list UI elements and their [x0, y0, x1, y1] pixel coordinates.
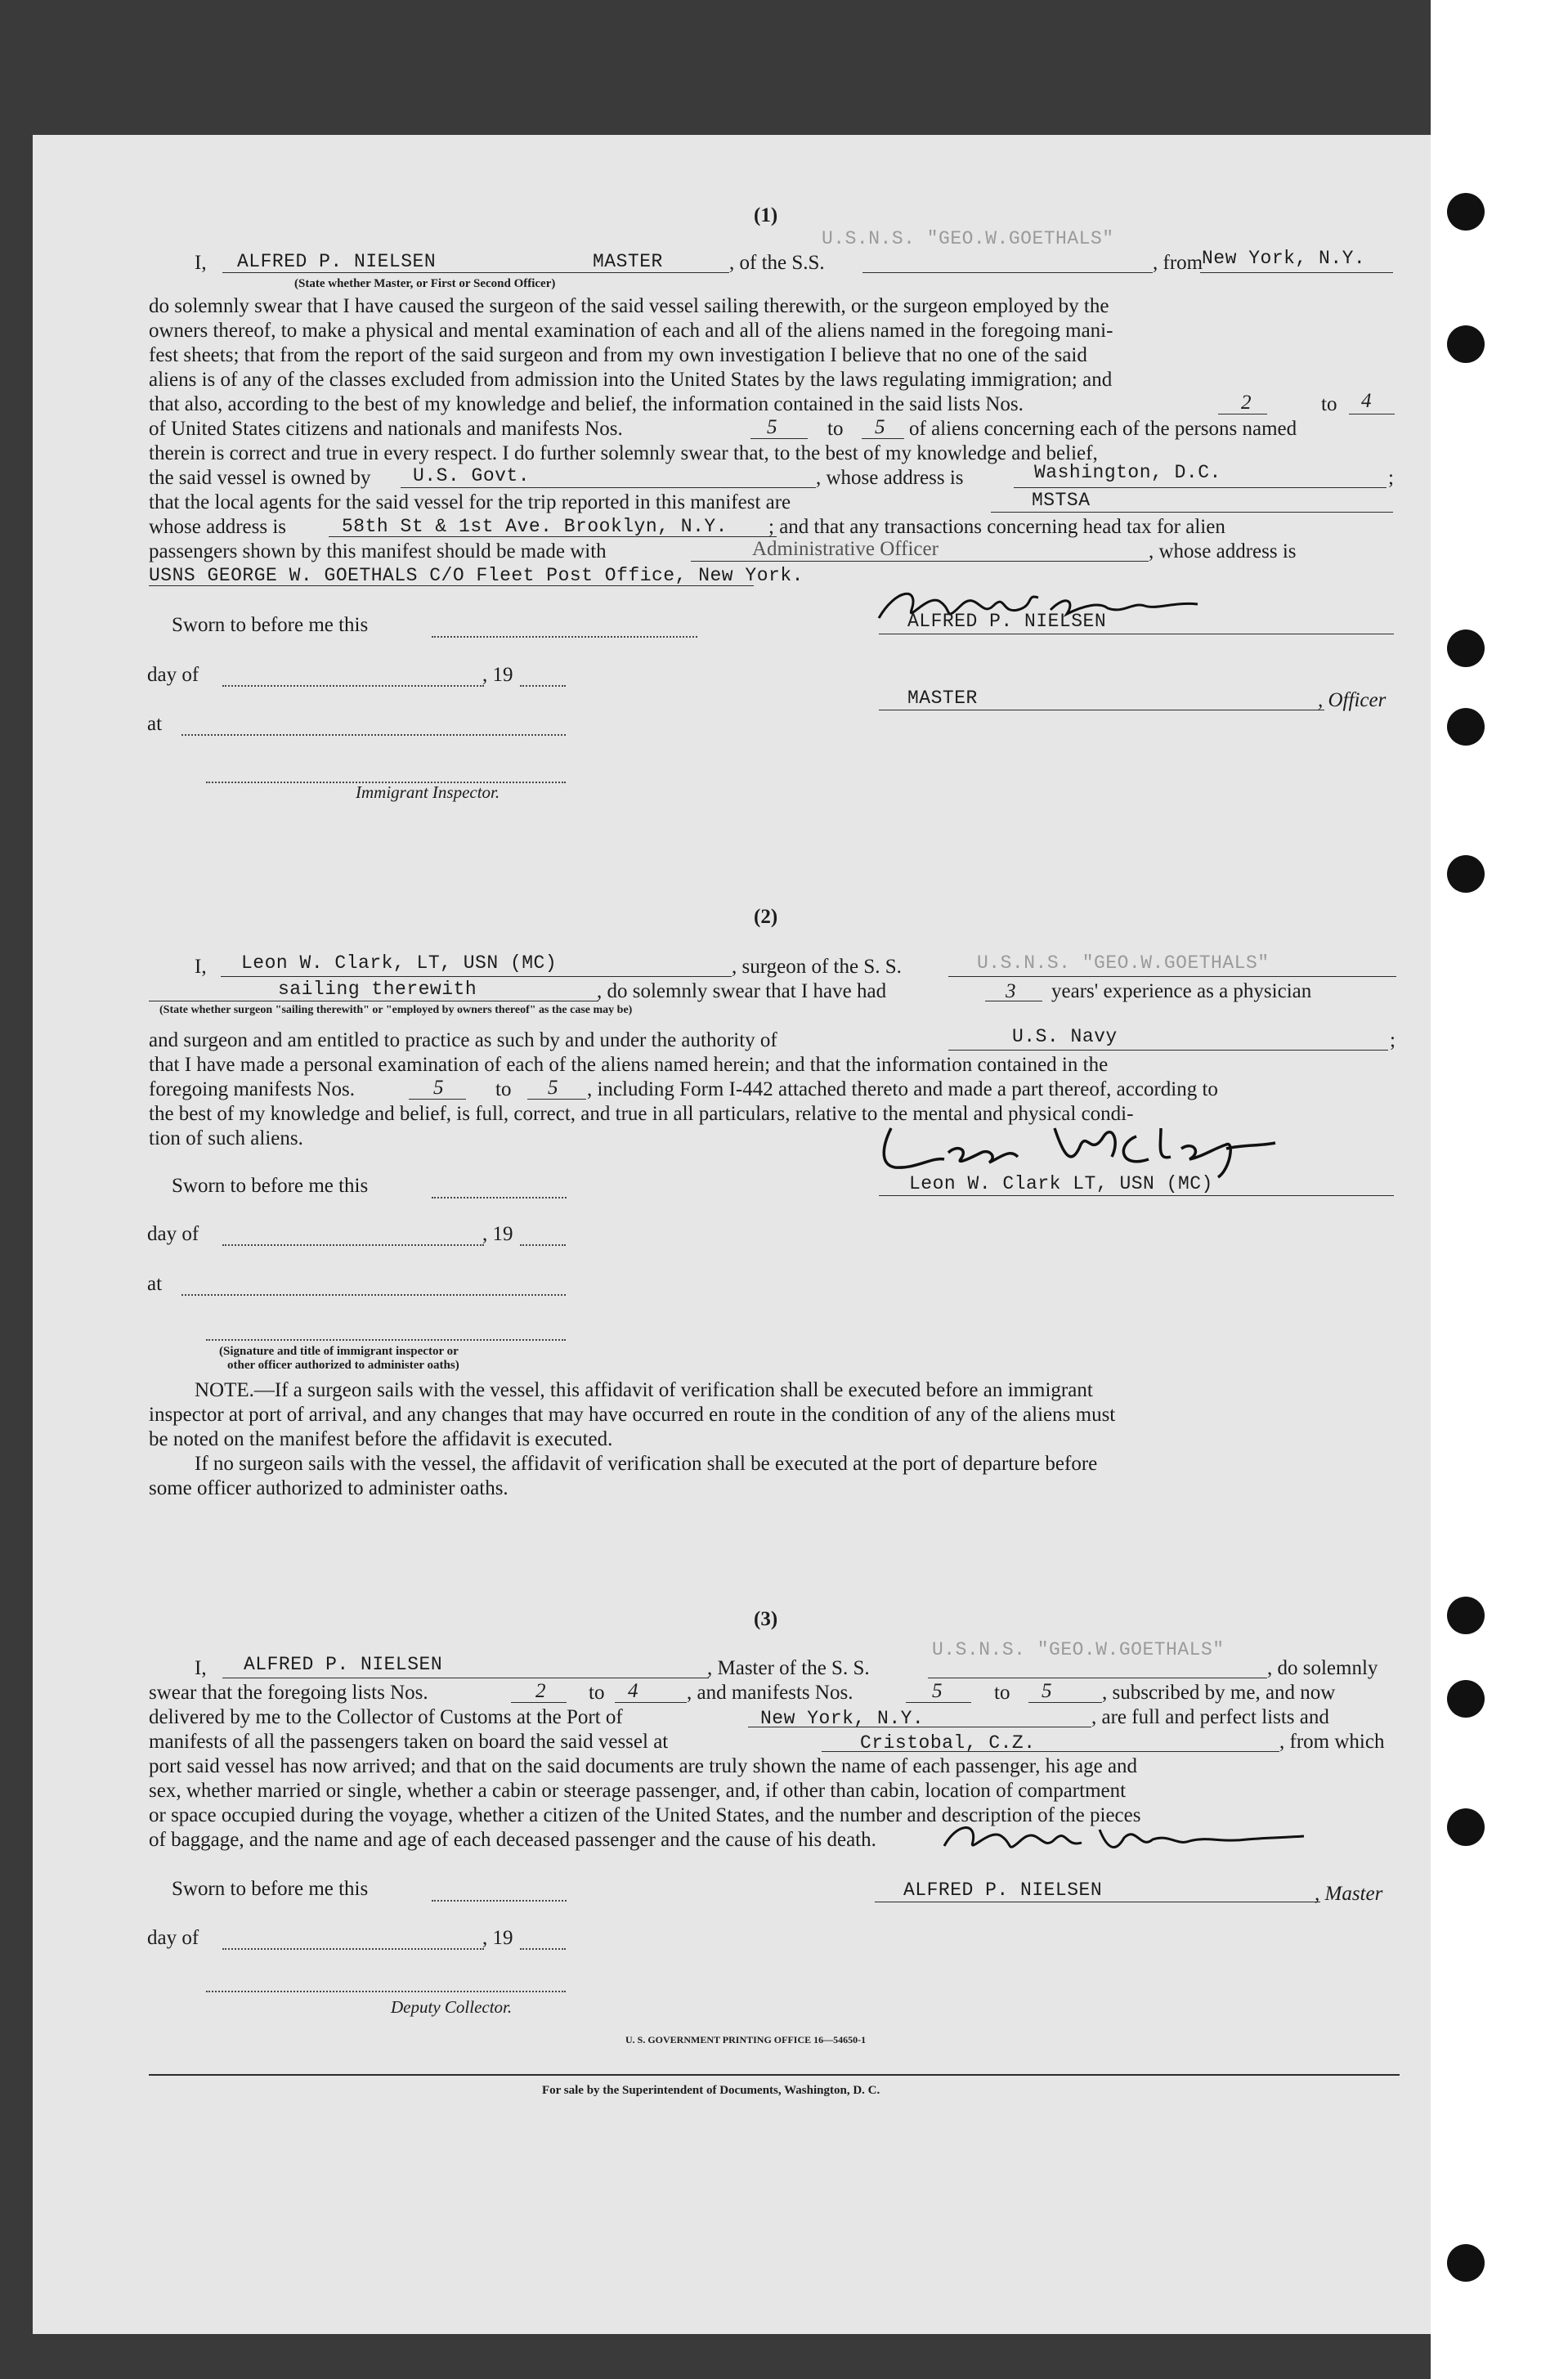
signature-note: other officer authorized to administer oaths): [227, 1359, 459, 1372]
departure-port: New York, N.Y.: [1202, 248, 1366, 269]
paragraph-line: passengers shown by this manifest should be made with: [149, 540, 607, 562]
sworn-label: Sworn to before me this: [172, 1878, 369, 1900]
vessel-stamp: U.S.N.S. "GEO.W.GOETHALS": [822, 228, 1114, 249]
at-label: at: [147, 1273, 163, 1295]
paragraph-line: therein is correct and true in every respect. I do further solemnly swear that, to the best of my knowledge and belief,: [149, 442, 1098, 464]
day-of-label: day of: [147, 1223, 199, 1245]
binder-hole: [1447, 1597, 1485, 1634]
section-number: (1): [754, 204, 778, 226]
text: , do solemnly: [1267, 1657, 1378, 1679]
vessel-stamp: U.S.N.S. "GEO.W.GOETHALS": [932, 1639, 1225, 1660]
manifests-from: 5: [932, 1680, 943, 1702]
binder-hole: [1447, 1680, 1485, 1718]
paragraph-line: ; and that any transactions concerning head tax for alien: [768, 516, 1225, 538]
surgeon-name: Leon W. Clark, LT, USN (MC): [241, 952, 558, 974]
text: , of the S.S.: [729, 252, 825, 274]
paragraph-line: tion of such aliens.: [149, 1127, 303, 1149]
paragraph-line: manifests of all the passengers taken on board the said vessel at: [149, 1731, 669, 1753]
master-name: ALFRED P. NIELSEN: [237, 251, 437, 272]
text: , are full and perfect lists and: [1091, 1706, 1329, 1728]
paragraph-line: do solemnly swear that I have caused the surgeon of the said vessel sailing therewith, or the surgeon employed by the: [149, 295, 1109, 317]
printer-imprint: U. S. GOVERNMENT PRINTING OFFICE 16—54650-1: [625, 2034, 867, 2045]
paragraph-line: that I have made a personal examination of each of the aliens named herein; and that the information contained in the: [149, 1054, 1109, 1076]
note-line: If no surgeon sails with the vessel, the affidavit of verification shall be executed at the port of departure before: [195, 1453, 1098, 1475]
text: , do solemnly swear that I have had: [597, 980, 887, 1002]
text: I,: [195, 956, 207, 978]
text: , Master of the S. S.: [707, 1657, 870, 1679]
authority: U.S. Navy: [1012, 1026, 1118, 1047]
binder-hole: [1447, 708, 1485, 746]
note-line: be noted on the manifest before the affidavit is executed.: [149, 1428, 613, 1450]
sworn-label: Sworn to before me this: [172, 614, 369, 636]
paragraph-line: the best of my knowledge and belief, is full, correct, and true in all particulars, relative to the mental and physical condi-: [149, 1103, 1134, 1125]
paragraph-line: of aliens concerning each of the persons named: [909, 418, 1297, 440]
master-label: , Master: [1315, 1883, 1383, 1905]
agents-address: 58th St & 1st Ave. Brooklyn, N.Y.: [342, 516, 728, 537]
text: , and manifests Nos.: [687, 1682, 853, 1704]
at-label: at: [147, 713, 163, 735]
note-line: inspector at port of arrival, and any changes that may have occurred en route in the condition of any of the aliens must: [149, 1404, 1116, 1426]
text: I,: [195, 252, 207, 274]
headtax-address: USNS GEORGE W. GOETHALS C/O Fleet Post Office, New York.: [149, 565, 804, 586]
binder-hole: [1447, 2244, 1485, 2282]
text: I,: [195, 1657, 207, 1679]
paragraph-line: that also, according to the best of my knowledge and belief, the information contained in the said lists Nos.: [149, 393, 1024, 415]
text: to: [1321, 393, 1337, 415]
years-experience: 3: [1006, 980, 1016, 1002]
sworn-label: Sworn to before me this: [172, 1175, 369, 1197]
text: to: [994, 1682, 1010, 1704]
paragraph-line: foregoing manifests Nos.: [149, 1078, 356, 1100]
binder-hole: [1447, 629, 1485, 667]
text: ;: [1390, 1029, 1396, 1051]
inspector-label: Immigrant Inspector.: [356, 782, 500, 802]
text: , from: [1153, 252, 1203, 274]
paragraph-line: or space occupied during the voyage, whether a citizen of the United States, and the number and description of the pieces: [149, 1804, 1141, 1826]
vessel-owner: U.S. Govt.: [413, 465, 531, 486]
section-number: (2): [754, 906, 778, 928]
paragraph-line: whose address is: [149, 516, 287, 538]
paragraph-line: aliens is of any of the classes excluded from admission into the United States by the laws regulating immigration; and: [149, 369, 1113, 391]
text: years' experience as a physician: [1051, 980, 1312, 1002]
paragraph-line: sex, whether married or single, whether a cabin or steerage passenger, and, if other than cabin, location of compartment: [149, 1780, 1127, 1802]
master-rank: MASTER: [593, 251, 663, 272]
paragraph-line: that the local agents for the said vessel for the trip reported in this manifest are: [149, 491, 791, 513]
lists-from: 2: [535, 1680, 546, 1702]
lists-from: 2: [1241, 392, 1252, 414]
year-label: , 19: [482, 664, 513, 686]
text: , whose address is: [816, 467, 964, 489]
headtax-party: Administrative Officer: [752, 538, 939, 560]
surgeon-status: sailing therewith: [278, 979, 477, 1000]
owner-address: Washington, D.C.: [1034, 462, 1221, 483]
binder-hole: [1447, 855, 1485, 893]
binder-hole: [1447, 193, 1485, 231]
signature-note: (Signature and title of immigrant inspector or: [219, 1345, 459, 1358]
departure-port: Cristobal, C.Z.: [860, 1732, 1036, 1754]
note-label: NOTE.: [195, 1379, 254, 1401]
section-number: (3): [754, 1608, 778, 1630]
manifests-to: 5: [875, 416, 885, 438]
paragraph-line: port said vessel has now arrived; and that on the said documents are truly shown the name of each passenger, his age and: [149, 1755, 1138, 1777]
text: , subscribed by me, and now: [1102, 1682, 1336, 1704]
text: to: [495, 1078, 512, 1100]
day-of-label: day of: [147, 1927, 199, 1949]
master-sig-rank: MASTER: [907, 688, 978, 709]
paragraph-line: , including Form I-442 attached thereto and made a part thereof, according to: [587, 1078, 1218, 1100]
arrival-port: New York, N.Y.: [760, 1708, 925, 1729]
paragraph-line: fest sheets; that from the report of the said surgeon and from my own investigation I believe that no one of the said: [149, 344, 1087, 366]
field-note: (State whether surgeon "sailing therewith" or "employed by owners thereof" as the case may be): [159, 1004, 633, 1016]
master-sig-name: ALFRED P. NIELSEN: [903, 1879, 1103, 1901]
local-agents: MSTSA: [1032, 490, 1091, 511]
manifests-from: 5: [433, 1077, 444, 1099]
year-label: , 19: [482, 1223, 513, 1245]
text: to: [589, 1682, 605, 1704]
binder-hole: [1447, 1808, 1485, 1846]
collector-label: Deputy Collector.: [391, 1997, 513, 2017]
officer-label: , Officer: [1318, 689, 1387, 711]
note-line: some officer authorized to administer oaths.: [149, 1477, 508, 1499]
master-name: ALFRED P. NIELSEN: [244, 1654, 443, 1675]
surgeon-signature: [867, 1112, 1292, 1181]
text: , from which: [1279, 1731, 1385, 1753]
surgeon-sig-name: Leon W. Clark LT, USN (MC): [909, 1173, 1213, 1194]
lists-to: 4: [628, 1680, 638, 1702]
master-sig-name: ALFRED P. NIELSEN: [907, 611, 1107, 632]
lists-to: 4: [1361, 390, 1372, 412]
day-of-label: day of: [147, 664, 199, 686]
vessel-stamp: U.S.N.S. "GEO.W.GOETHALS": [977, 952, 1270, 974]
manifests-to: 5: [548, 1077, 558, 1099]
text: to: [827, 418, 844, 440]
paragraph-line: the said vessel is owned by: [149, 467, 371, 489]
text: ;: [1388, 467, 1394, 489]
year-label: , 19: [482, 1927, 513, 1949]
paragraph-line: and surgeon and am entitled to practice as such by and under the authority of: [149, 1029, 777, 1051]
note-line: [195, 1378, 1093, 1403]
paragraph-line: of United States citizens and nationals and manifests Nos.: [149, 418, 623, 440]
note-text: —If a surgeon sails with the vessel, this affidavit of verification shall be executed before an immigrant: [253, 1379, 1093, 1401]
manifests-from: 5: [767, 416, 777, 438]
paragraph-line: delivered by me to the Collector of Customs at the Port of: [149, 1706, 623, 1728]
field-note: (State whether Master, or First or Second Officer): [294, 277, 556, 290]
text: , whose address is: [1149, 540, 1297, 562]
binder-hole: [1447, 325, 1485, 363]
footer-rule: [149, 2074, 1400, 2076]
text: , surgeon of the S. S.: [732, 956, 902, 978]
manifests-to: 5: [1042, 1680, 1052, 1702]
sale-notice: For sale by the Superintendent of Documents, Washington, D. C.: [542, 2084, 880, 2097]
master-signature: [928, 1813, 1337, 1862]
paragraph-line: swear that the foregoing lists Nos.: [149, 1682, 428, 1704]
paragraph-line: owners thereof, to make a physical and mental examination of each and all of the aliens named in the foregoing mani-: [149, 320, 1113, 342]
paragraph-line: of baggage, and the name and age of each deceased passenger and the cause of his death.: [149, 1829, 876, 1851]
